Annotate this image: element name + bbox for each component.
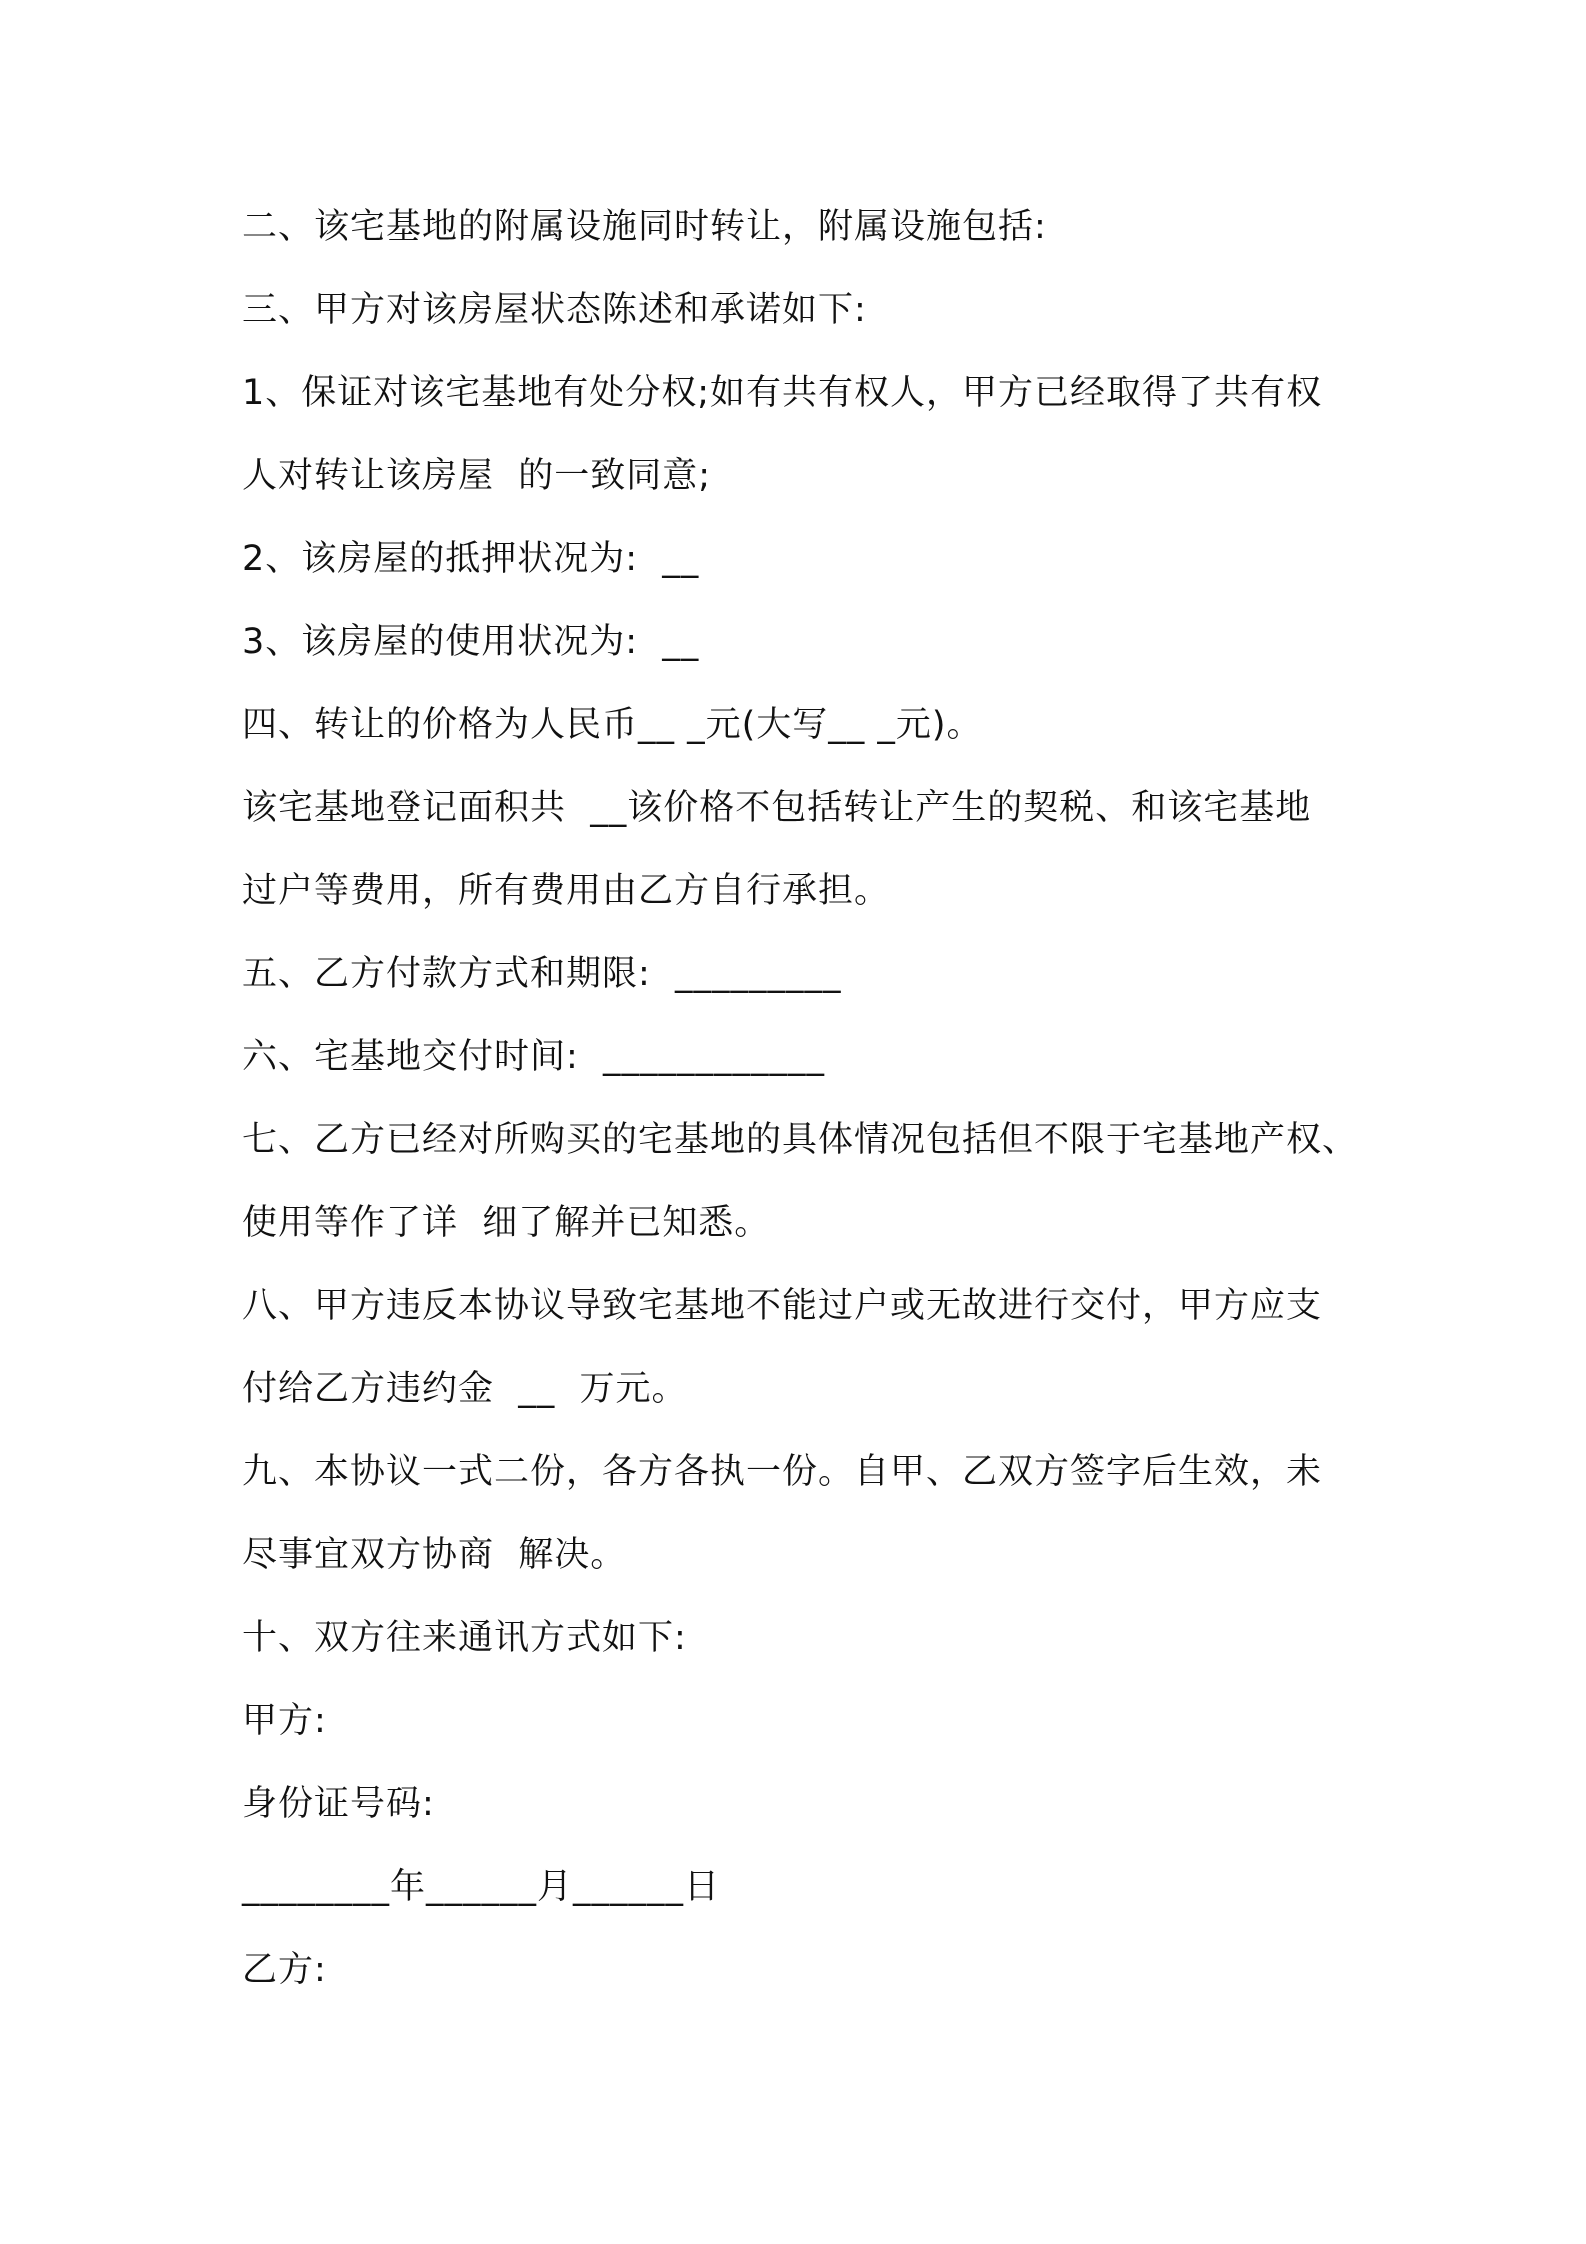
id-number-label: 身份证号码: <box>242 1784 435 1824</box>
party-a-label: 甲方: <box>242 1701 327 1741</box>
clause-9-line-1: 九、本协议一式二份，各方各执一份。自甲、乙双方签字后生效，未 <box>242 1452 1323 1492</box>
clause-6-line: 六、宅基地交付时间: ____________ <box>242 1037 826 1077</box>
date-line: ________年______月______日 <box>242 1867 721 1907</box>
clause-4-detail-line-1: 该宅基地登记面积共 __该价格不包括转让产生的契税、和该宅基地 <box>242 788 1312 828</box>
party-b-label: 乙方: <box>242 1950 327 1990</box>
clause-2-line: 二、该宅基地的附属设施同时转让，附属设施包括: <box>242 207 1047 247</box>
clause-5-line: 五、乙方付款方式和期限: _________ <box>242 954 842 994</box>
clause-9-line-2: 尽事宜双方协商 解决。 <box>242 1535 627 1575</box>
clause-3-item-2-line: 2、该房屋的抵押状况为: __ <box>242 539 700 579</box>
clause-8-line-2: 付给乙方违约金 __ 万元。 <box>242 1369 688 1409</box>
clause-4-line: 四、转让的价格为人民币__ _元(大写__ _元)。 <box>242 705 983 745</box>
document-body <box>242 196 1422 2022</box>
clause-7-line-2: 使用等作了详 细了解并已知悉。 <box>242 1203 771 1243</box>
clause-10-line: 十、双方往来通讯方式如下: <box>242 1618 687 1658</box>
clause-3-item-1-line-2: 人对转让该房屋 的一致同意; <box>242 456 712 496</box>
clause-3-item-3-line: 3、该房屋的使用状况为: __ <box>242 622 700 662</box>
clause-8-line-1: 八、甲方违反本协议导致宅基地不能过户或无故进行交付，甲方应支 <box>242 1286 1323 1326</box>
clause-7-line-1: 七、乙方已经对所购买的宅基地的具体情况包括但不限于宅基地产权、 <box>242 1120 1359 1160</box>
clause-3-item-1-line-1: 1、保证对该宅基地有处分权;如有共有权人，甲方已经取得了共有权 <box>242 373 1323 413</box>
clause-3-line: 三、甲方对该房屋状态陈述和承诺如下: <box>242 290 867 330</box>
clause-4-detail-line-2: 过户等费用，所有费用由乙方自行承担。 <box>242 871 891 911</box>
